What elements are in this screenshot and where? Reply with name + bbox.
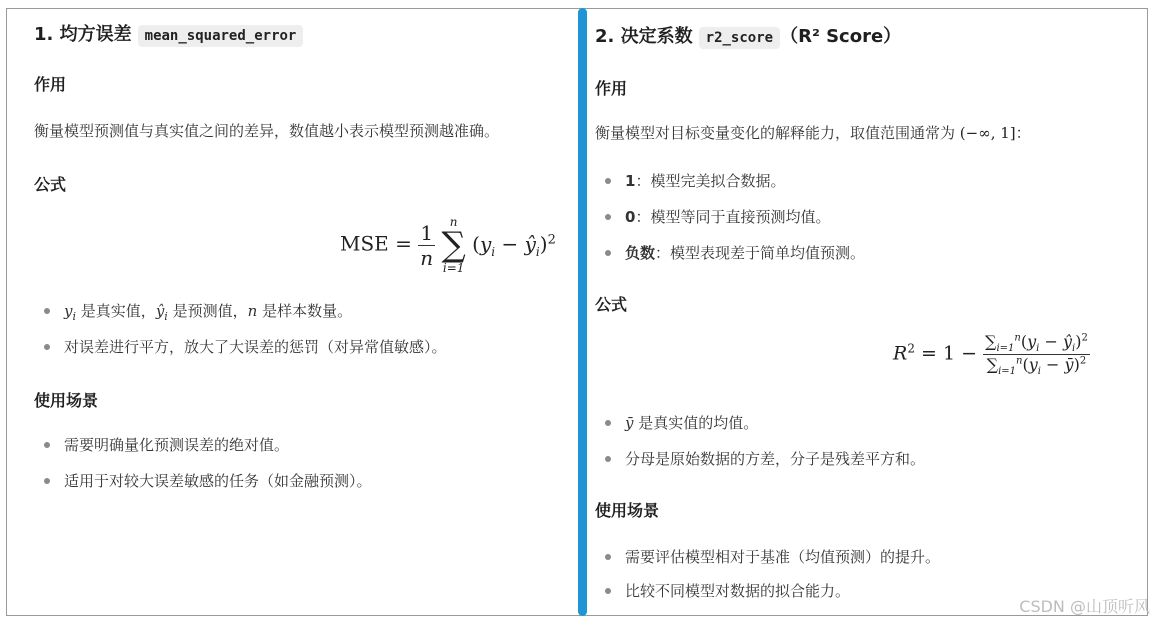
r2-usage-heading: 使用场景: [595, 501, 660, 520]
mse-role-text: 衡量模型预测值与真实值之间的差异，数值越小表示模型预测越准确。: [34, 122, 500, 140]
mse-code-tag: mean_squared_error: [138, 25, 304, 47]
csdn-watermark: CSDN @山顶听风: [1019, 597, 1150, 616]
column-divider: [578, 8, 587, 616]
mse-bullet-vars: $y_i$ 是真实值，$ŷ_i$ 是预测值，n 是样本数量。: [34, 300, 352, 323]
mse-title: [34, 20, 303, 46]
r2-role-heading: 作用: [595, 79, 628, 98]
mse-usage-2: 适用于对较大误差敏感的任务（如金融预测）。: [34, 470, 372, 491]
r2-range: (−∞, 1]: [959, 124, 1016, 142]
r2-formula-fraction: $\frac{\sum_{i=1}^n(y_i - ŷ_i)^2}{\sum_{i=1}^n(y_i - ȳ)^2}$: [985, 332, 1088, 378]
r2-bullet-mean: ȳ 是真实值的均值。: [595, 412, 758, 433]
r2-usage-2: 比较不同模型对数据的拟合能力。: [595, 580, 850, 601]
r2-point-1: 1：模型完美拟合数据。: [595, 170, 785, 191]
mse-formula-fraction: $\frac{1}{n}$: [420, 220, 434, 270]
r2-formula-lhs: R: [893, 342, 908, 365]
r2-point-negative: 负数：模型表现差于简单均值预测。: [595, 242, 865, 263]
r2-usage-1: 需要评估模型相对于基准（均值预测）的提升。: [595, 546, 940, 567]
mse-section: [6, 8, 578, 616]
r2-bullet-variance: 分母是原始数据的方差，分子是残差平方和。: [595, 448, 925, 469]
sum-symbol: n ∑ i=1: [441, 215, 466, 275]
r2-formula: $R^2 = 1$ − $\frac{\sum_{i=1}^n(y_i - ŷ_i)^2}{\sum_{i=1}^n(y_i - ȳ)^2}$: [893, 332, 1088, 378]
r2-role-text: 衡量模型对目标变量变化的解释能力，取值范围通常为 (−∞, 1]：: [595, 124, 1031, 142]
r2-section: [587, 8, 1148, 616]
r2-title: [595, 22, 901, 48]
mse-title-text: 1. 均方误差: [34, 24, 132, 45]
r2-point-0: 0：模型等同于直接预测均值。: [595, 206, 830, 227]
r2-code-tag: r2_score: [699, 27, 780, 49]
mse-formula: MSE = $\frac{1}{n}$ n ∑ i=1 ($y_i$ − $ŷ_i)^2$: [340, 215, 556, 275]
r2-formula-heading: 公式: [595, 295, 628, 314]
mse-bullet-square: 对误差进行平方，放大了大误差的惩罚（对异常值敏感）。: [34, 336, 447, 357]
mse-role-heading: 作用: [34, 75, 67, 94]
mse-formula-lhs: MSE: [340, 231, 389, 256]
mse-usage-heading: 使用场景: [34, 391, 99, 410]
mse-formula-heading: 公式: [34, 175, 67, 194]
r2-title-text: 2. 决定系数: [595, 26, 693, 47]
mse-usage-1: 需要明确量化预测误差的绝对值。: [34, 434, 289, 455]
r2-title-suffix: （R² Score）: [780, 26, 902, 47]
